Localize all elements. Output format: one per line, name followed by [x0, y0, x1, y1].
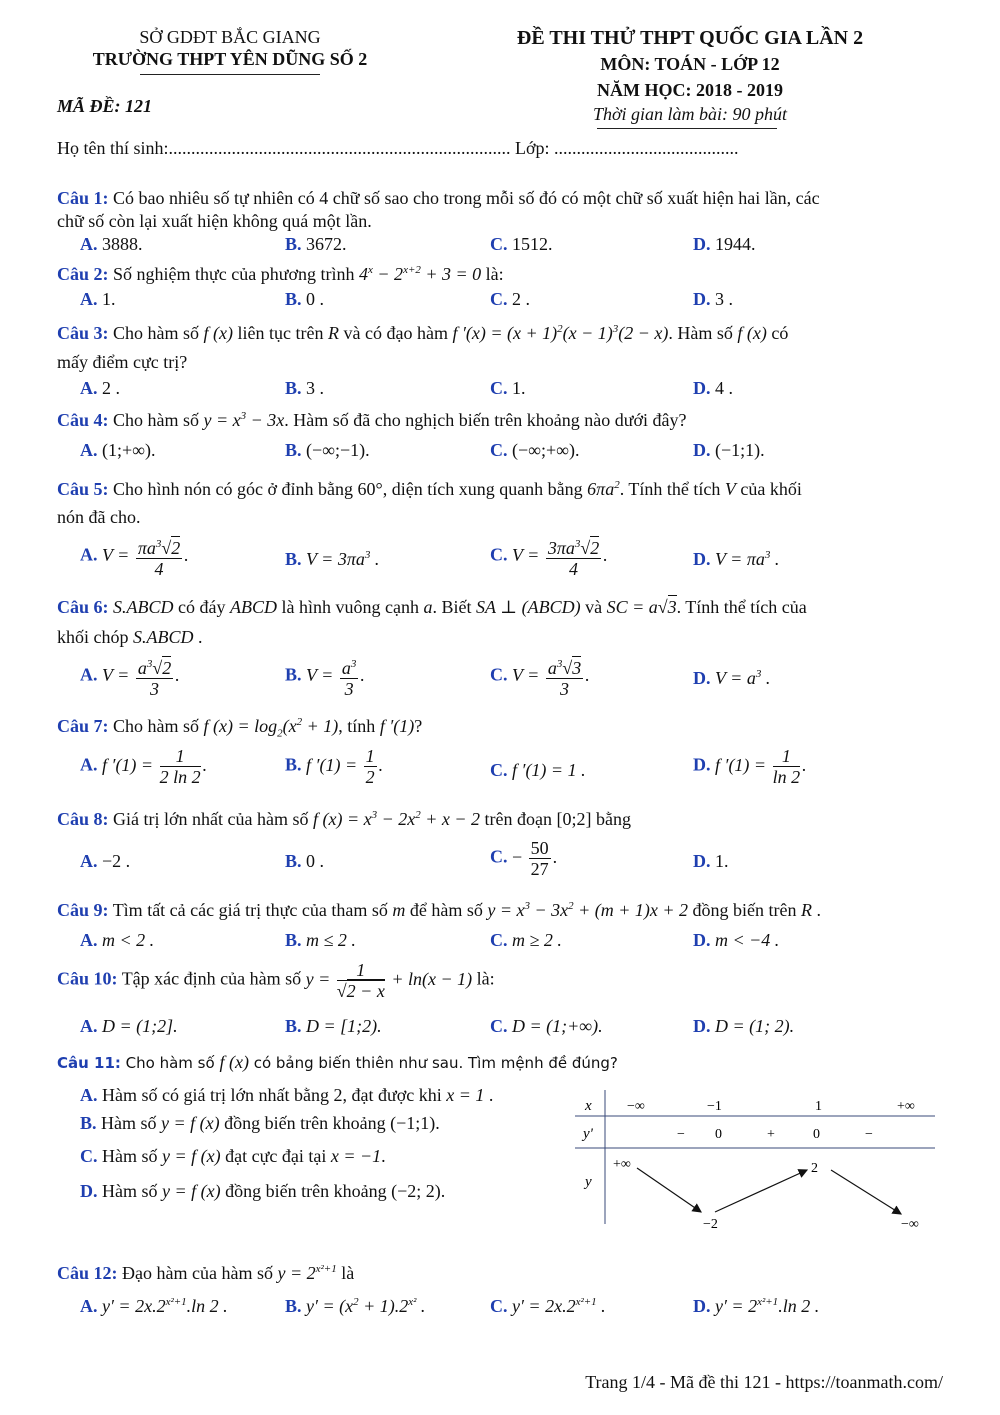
school-name: TRƯỜNG THPT YÊN DŨNG SỐ 2 — [92, 49, 368, 69]
q12-opt-d-letter: D. — [693, 1296, 711, 1316]
arrow-decrease-1 — [637, 1168, 701, 1212]
q10-opt-d-letter: D. — [693, 1016, 711, 1036]
q11-opt-c-math: x = −1 — [330, 1146, 382, 1166]
q6-mid: là hình vuông cạnh — [281, 597, 419, 617]
q11-label: Câu 11: — [57, 1054, 121, 1072]
q4-opt-d: (−1;1). — [715, 440, 765, 460]
q11-opt-a-math: x = 1 — [446, 1085, 485, 1105]
q8-opt-b-letter: B. — [285, 851, 302, 871]
q2-label: Câu 2: — [57, 264, 109, 284]
q9-opt-d-letter: D. — [693, 930, 711, 950]
q3-mid2: và có đạo hàm — [343, 323, 448, 343]
q2-opt-c-letter: C. — [490, 289, 508, 309]
q11-opt-c-2: đạt cực đại tại — [225, 1146, 327, 1166]
q8-opt-c-letter: C. — [490, 846, 508, 867]
q2-opt-b: 0 . — [306, 289, 325, 309]
q11-opt-a: Hàm số có giá trị lớn nhất bằng 2, đạt được khi — [102, 1085, 442, 1105]
dept-name: SỞ GDĐT BẮC GIANG — [139, 27, 321, 47]
q9-opt-b-letter: B. — [285, 930, 302, 950]
q10-tail: là: — [476, 968, 495, 989]
q8-opt-a: −2 . — [102, 851, 131, 871]
q1-opt-a: 3888. — [102, 234, 143, 254]
table-y-2: 2 — [811, 1161, 818, 1176]
q9-label: Câu 9: — [57, 900, 109, 920]
q5-opt-d: $V = \pi a^3$ . — [715, 549, 780, 569]
q5-opt-b: $V = 3\pi a^3$ . — [306, 549, 380, 569]
q11-opt-c-letter: C. — [80, 1146, 98, 1166]
q3-derivative: f $'(x) = (x + 1)^2(x - 1)^3(2 - x)$ — [452, 323, 669, 343]
q9-opt-a: m < 2 . — [102, 930, 155, 950]
q12-func: $y = 2^{x^2+1}$ — [277, 1263, 337, 1283]
q2-opt-d: 3 . — [715, 289, 733, 309]
q3-text: Cho hàm số — [108, 323, 200, 343]
q7-text: Cho hàm số — [108, 716, 200, 736]
q10-opt-b: D = [1;2). — [306, 1016, 382, 1036]
q1-opt-b: 3672. — [306, 234, 347, 254]
q6-base: ABCD — [230, 597, 277, 617]
q2-opt-c: 2 . — [512, 289, 530, 309]
q11-opt-c-func: y = f (x) — [162, 1146, 221, 1166]
q11-opt-b-2: đồng biến trên khoảng — [224, 1113, 386, 1133]
q6-mid3: và — [585, 597, 603, 617]
q12-opt-a: $y' = 2x.2^{x^2+1}.\ln$ 2 . — [102, 1296, 228, 1316]
q11-opt-d-math: (−2; 2) — [391, 1181, 441, 1201]
q6-pyramid: S.ABCD — [113, 597, 174, 617]
exam-time: Thời gian làm bài: 90 phút — [592, 104, 788, 124]
q6-opt-b: V = $\frac{a^3}{3}$ . — [306, 665, 365, 685]
q9-param: m — [392, 900, 406, 920]
q2-opt-d-letter: D. — [693, 289, 711, 309]
q6-tail: . Tính thể tích của — [676, 597, 807, 617]
q11-opt-c: Hàm số — [102, 1146, 158, 1166]
q6-opt-b-letter: B. — [285, 664, 302, 685]
table-y-0: +∞ — [613, 1157, 631, 1172]
q3-text-2: mấy điểm cực trị? — [57, 352, 188, 372]
q12-tail: là — [341, 1263, 355, 1283]
q7-opt-b: f ′(1) = $\frac{1}{2}$ . — [306, 746, 384, 787]
q10-opt-c: D = (1;+∞). — [512, 1016, 603, 1036]
q2-opt-a: 1. — [102, 289, 116, 309]
q5-area: $6\pi a^2$ — [587, 479, 620, 499]
q3-opt-d-letter: D. — [693, 378, 711, 398]
variation-table — [575, 1088, 935, 1228]
q7-opt-b-letter: B. — [285, 754, 302, 775]
q8-mid: trên đoạn — [484, 809, 553, 829]
q3-opt-a: 2 . — [102, 378, 120, 398]
q1-opt-d-letter: D. — [693, 234, 711, 254]
q11-opt-b-func: y = f (x) — [161, 1113, 220, 1133]
q3-opt-d: 4 . — [715, 378, 733, 398]
q1-text-2: chữ số còn lại xuất hiện không quá một lần. — [57, 211, 372, 231]
q7-opt-c-letter: C. — [490, 760, 508, 780]
q3-label: Câu 3: — [57, 323, 109, 343]
q11-tail: có bảng biến thiên như sau. Tìm mệnh đề đúng? — [253, 1054, 618, 1072]
q8-opt-d: 1. — [715, 851, 729, 871]
table-x-2: 1 — [815, 1099, 822, 1114]
q5-tail: . Tính thể tích — [619, 479, 721, 499]
q3-opt-b-letter: B. — [285, 378, 302, 398]
q11-opt-b-math: (−1;1) — [390, 1113, 436, 1133]
q6-opt-a-letter: A. — [80, 664, 98, 685]
q11-text: Cho hàm số — [120, 1054, 215, 1072]
q3-opt-c-letter: C. — [490, 378, 508, 398]
q11-opt-d: Hàm số — [102, 1181, 158, 1201]
q8-opt-c: − $\frac{50}{27}$ . — [512, 838, 558, 879]
q12-opt-b-letter: B. — [285, 1296, 302, 1316]
arrow-increase — [715, 1170, 807, 1212]
q12-text: Đạo hàm của hàm số — [117, 1263, 273, 1283]
q4-opt-a: (1;+∞). — [102, 440, 156, 460]
table-sign-0: − — [677, 1127, 685, 1142]
q7-opt-c: f ′(1) = 1 . — [512, 760, 586, 780]
q12-opt-c-letter: C. — [490, 1296, 508, 1316]
table-x-0: −∞ — [627, 1099, 645, 1114]
q7-func: f $(x) = \log_2(x^2 + 1)$ — [203, 716, 339, 740]
q7-opt-d: f ′(1) = $\frac{1}{\ln 2}$ . — [715, 746, 807, 787]
q12-opt-c: $y' = 2x.2^{x^2+1}$ . — [512, 1296, 606, 1316]
q5-opt-b-letter: B. — [285, 549, 302, 569]
q7-tail: , tính — [338, 716, 376, 736]
q11-opt-d-2: đồng biến trên khoảng — [225, 1181, 387, 1201]
q4-opt-a-letter: A. — [80, 440, 98, 460]
q8-func: f $(x) = x^3 - 2x^2 + x - 2$ — [312, 809, 481, 829]
q3-opt-c: 1. — [512, 378, 526, 398]
q1-text: Có bao nhiêu số tự nhiên có 4 chữ số sao cho trong mỗi số đó có một chữ số xuất hiện hai lần, các — [108, 188, 820, 208]
q9-text: Tìm tất cả các giá trị thực của tham số — [108, 900, 388, 920]
q7-opt-a: f ′(1) = $\frac{1}{2 \ln 2}$ . — [102, 746, 208, 787]
q4-opt-d-letter: D. — [693, 440, 711, 460]
q9-opt-d: m < −4 . — [715, 930, 780, 950]
q8-text: Giá trị lớn nhất của hàm số — [108, 809, 309, 829]
q10-opt-c-letter: C. — [490, 1016, 508, 1036]
q7-label: Câu 7: — [57, 716, 109, 736]
q10-text: Tập xác định của hàm số — [117, 968, 302, 989]
table-y-label: y — [585, 1174, 592, 1190]
q2-opt-a-letter: A. — [80, 289, 98, 309]
q9-set: R — [801, 900, 812, 920]
q6-opt-d: $V = a^3$ . — [715, 668, 771, 688]
table-sign-1: 0 — [715, 1127, 722, 1142]
table-sign-2: + — [767, 1127, 775, 1142]
q5-opt-d-letter: D. — [693, 549, 711, 569]
q6-label: Câu 6: — [57, 597, 109, 617]
exam-code: MÃ ĐỀ: 121 — [57, 96, 153, 116]
q6-opt-a: V = $\frac{a^3√2}{3}$ . — [102, 665, 180, 685]
q8-opt-d-letter: D. — [693, 851, 711, 871]
q10-opt-d: D = (1; 2). — [715, 1016, 795, 1036]
q11-opt-b-letter: B. — [80, 1113, 97, 1133]
arrow-decrease-2 — [831, 1170, 901, 1214]
table-sign-3: 0 — [813, 1127, 820, 1142]
q3-mid: liên tục trên — [237, 323, 324, 343]
q8-interval: [0;2] — [556, 809, 592, 829]
q2-text: Số nghiệm thực của phương trình — [108, 264, 355, 284]
q4-opt-c-letter: C. — [490, 440, 508, 460]
q2-equation: $4^x - 2^{x+2} + 3 = 0$ — [359, 264, 482, 284]
exam-year: NĂM HỌC: 2018 - 2019 — [597, 80, 783, 100]
q11-opt-a-letter: A. — [80, 1085, 98, 1105]
table-y-3: −∞ — [901, 1217, 919, 1228]
q8-tail: bằng — [596, 809, 632, 829]
q9-opt-c-letter: C. — [490, 930, 508, 950]
q9-opt-c: m ≥ 2 . — [512, 930, 562, 950]
q8-opt-b: 0 . — [306, 851, 325, 871]
q4-label: Câu 4: — [57, 410, 109, 430]
q5-text: Cho hình nón có góc ở đỉnh bằng 60°, diện tích xung quanh bằng — [108, 479, 583, 499]
exam-title: ĐỀ THI THỬ THPT QUỐC GIA LẦN 2 — [516, 27, 864, 49]
q6-opt-c: V = $\frac{a^3√3}{3}$ . — [512, 665, 590, 685]
q12-opt-a-letter: A. — [80, 1296, 98, 1316]
q9-mid: để hàm số — [409, 900, 483, 920]
q6-opt-c-letter: C. — [490, 664, 508, 685]
q12-opt-b: $y' = (x^2 + 1).2^{x^2}$ . — [306, 1296, 426, 1316]
q9-opt-a-letter: A. — [80, 930, 98, 950]
q4-text: Cho hàm số — [108, 410, 200, 430]
q4-opt-b: (−∞;−1). — [306, 440, 370, 460]
q6-perp: SA ⊥ (ABCD) — [475, 597, 581, 617]
q7-opt-d-letter: D. — [693, 754, 711, 775]
q6-opt-d-letter: D. — [693, 668, 711, 688]
q8-label: Câu 8: — [57, 809, 109, 829]
table-yp-label: y' — [583, 1126, 593, 1142]
q5-opt-c-letter: C. — [490, 544, 508, 565]
table-y-1: −2 — [703, 1217, 718, 1228]
q1-opt-c-letter: C. — [490, 234, 508, 254]
q5-volume-var: V — [724, 479, 736, 499]
q5-tail-2: của khối — [740, 479, 802, 499]
table-sign-4: − — [865, 1127, 873, 1142]
q2-opt-b-letter: B. — [285, 289, 302, 309]
q3-func: f (x) — [203, 323, 234, 343]
q10-opt-b-letter: B. — [285, 1016, 302, 1036]
q4-opt-c: (−∞;+∞). — [512, 440, 580, 460]
q4-func: $y = x^3 - 3x$ — [203, 410, 285, 430]
q10-opt-a: D = (1;2]. — [102, 1016, 178, 1036]
q5-opt-c: V = $\frac{3\pi a^3√2}{4}$ . — [512, 545, 608, 565]
q6-side: a — [423, 597, 433, 617]
q12-opt-d: $y' = 2^{x^2+1}.\ln$ 2 . — [715, 1296, 820, 1316]
q3-end: có — [771, 323, 789, 343]
q6-pyramid-2: S.ABCD — [133, 627, 194, 647]
q11-opt-b: Hàm số — [101, 1113, 157, 1133]
q1-opt-b-letter: B. — [285, 234, 302, 254]
q3-opt-a-letter: A. — [80, 378, 98, 398]
page-footer: Trang 1/4 - Mã đề thi 121 - https://toanmath.com/ — [585, 1372, 943, 1392]
q6-text-2: khối chóp — [57, 627, 129, 647]
q10-func: y = $\frac{1}{√2 - x}$ + ln(x − 1) — [305, 960, 473, 1001]
q5-label: Câu 5: — [57, 479, 109, 499]
q10-label: Câu 10: — [57, 968, 118, 989]
q5-text-2: nón đã cho. — [57, 507, 141, 527]
q4-opt-b-letter: B. — [285, 440, 302, 460]
q11-opt-d-func: y = f (x) — [162, 1181, 221, 1201]
q9-func: $y = x^3 - 3x^2 + (m + 1)x + 2$ — [487, 900, 689, 920]
q9-opt-b: m ≤ 2 . — [306, 930, 356, 950]
student-info-line: Họ tên thí sinh:............................................................................ Lớp: ......................................... — [57, 138, 739, 158]
q3-mid3: . Hàm số — [668, 323, 733, 343]
q3-set: R — [327, 323, 339, 343]
q4-tail: . Hàm số đã cho nghịch biến trên khoảng nào dưới đây? — [284, 410, 687, 430]
q10-opt-a-letter: A. — [80, 1016, 98, 1036]
q6-text: có đáy — [178, 597, 226, 617]
q8-opt-a-letter: A. — [80, 851, 98, 871]
q6-mid2: . Biết — [432, 597, 472, 617]
q1-opt-a-letter: A. — [80, 234, 98, 254]
q5-opt-a: V = $\frac{\pi a^3√2}{4}$ . — [102, 545, 189, 565]
q7-opt-a-letter: A. — [80, 754, 98, 775]
header-divider — [140, 74, 320, 75]
q3-opt-b: 3 . — [306, 378, 325, 398]
q7-ask: f ′(1) — [379, 716, 415, 736]
table-x-1: −1 — [707, 1099, 722, 1114]
q11-opt-d-letter: D. — [80, 1181, 98, 1201]
q1-label: Câu 1: — [57, 188, 109, 208]
q5-opt-a-letter: A. — [80, 544, 98, 565]
q6-sc: SC = a√3 — [606, 597, 677, 617]
q9-tail: đồng biến trên — [692, 900, 797, 920]
time-underline — [597, 128, 777, 129]
q1-opt-d: 1944. — [715, 234, 756, 254]
table-x-3: +∞ — [897, 1099, 915, 1114]
table-x-label: x — [585, 1098, 592, 1114]
q12-label: Câu 12: — [57, 1263, 118, 1283]
q11-func: f (x) — [219, 1052, 249, 1072]
q1-opt-c: 1512. — [512, 234, 553, 254]
q2-tail: là: — [485, 264, 504, 284]
exam-subject: MÔN: TOÁN - LỚP 12 — [600, 54, 780, 74]
q3-func-2: f (x) — [737, 323, 767, 343]
